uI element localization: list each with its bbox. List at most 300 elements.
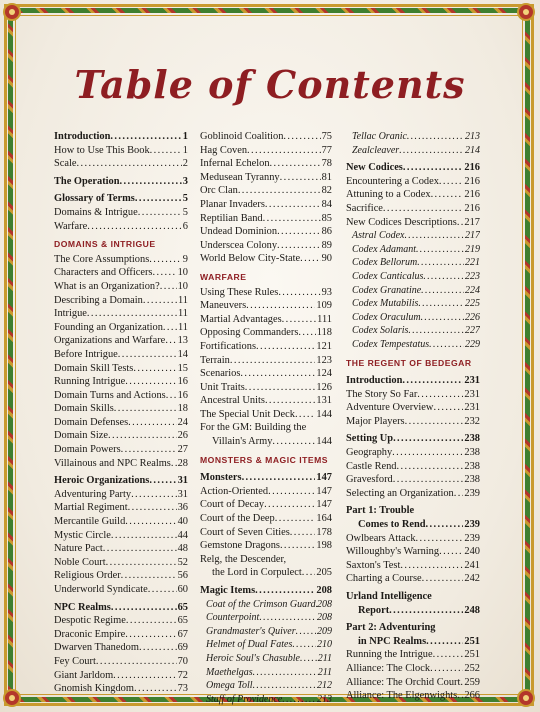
toc-entry[interactable]	[54, 641, 188, 655]
leader-dots	[120, 175, 182, 189]
leader-dots	[114, 402, 177, 416]
leader-dots	[431, 188, 464, 202]
leader-dots	[111, 601, 177, 615]
toc-entry[interactable]	[346, 621, 480, 635]
toc-page-number: 239	[464, 532, 480, 544]
toc-entry-title: Grandmaster's Quiver	[206, 625, 296, 637]
toc-page-number: 2	[182, 158, 188, 170]
toc-page-number: 27	[177, 444, 188, 456]
leader-dots	[149, 474, 176, 488]
toc-entry-continued[interactable]	[346, 635, 480, 649]
toc-entry[interactable]	[346, 545, 480, 559]
toc-entry[interactable]	[54, 175, 188, 189]
toc-page-number: 16	[177, 376, 188, 388]
toc-entry[interactable]	[346, 401, 480, 415]
toc-entry[interactable]	[54, 601, 188, 615]
toc-entry-title: Helmet of Dual Fates	[206, 639, 293, 651]
leader-dots	[280, 171, 321, 185]
toc-entry[interactable]	[54, 429, 188, 443]
leader-dots	[108, 429, 177, 443]
toc-entry[interactable]	[54, 389, 188, 403]
toc-entry[interactable]	[200, 408, 332, 422]
section-header: DOMAINS & INTRIGUE	[54, 239, 156, 250]
toc-entry-title: Domain Skill Tests	[54, 362, 134, 374]
leader-dots	[405, 229, 465, 243]
toc-entry-title: Court of the Deep	[200, 513, 275, 525]
toc-page-number: 69	[177, 642, 188, 654]
leader-dots	[148, 583, 177, 597]
toc-page-number: 210	[317, 639, 332, 651]
leader-dots	[430, 662, 463, 676]
toc-entry-title: Nature Pact	[54, 543, 103, 555]
section-header: MONSTERS & MAGIC ITEMS	[200, 454, 328, 465]
toc-entry[interactable]	[346, 473, 480, 487]
toc-page-number: 13	[177, 335, 188, 347]
toc-entry-title: Scenarios	[200, 368, 241, 380]
toc-entry[interactable]	[346, 216, 480, 230]
leader-dots	[125, 375, 176, 389]
toc-entry[interactable]	[200, 421, 332, 435]
toc-entry-title: Terrain	[200, 354, 230, 366]
toc-page-number: 26	[177, 430, 188, 442]
leader-dots	[126, 614, 177, 628]
toc-entry[interactable]	[54, 192, 188, 206]
toc-entry-title: Founding an Organization	[54, 321, 163, 333]
toc-entry[interactable]	[200, 598, 332, 612]
toc-entry[interactable]	[54, 402, 188, 416]
toc-entry[interactable]	[54, 334, 188, 348]
toc-entry[interactable]	[346, 689, 480, 703]
toc-entry-title: Before Intrigue	[54, 348, 118, 360]
toc-entry[interactable]	[200, 239, 332, 253]
toc-entry[interactable]	[200, 326, 332, 340]
toc-entry[interactable]	[200, 611, 332, 625]
toc-page-number: 219	[465, 243, 480, 255]
toc-entry[interactable]	[200, 625, 332, 639]
toc-entry[interactable]	[346, 572, 480, 586]
toc-entry[interactable]	[346, 487, 480, 501]
toc-entry[interactable]	[200, 144, 332, 158]
toc-entry[interactable]	[346, 256, 480, 270]
leader-dots	[238, 184, 321, 198]
leader-dots	[277, 239, 321, 253]
toc-page-number: 164	[316, 513, 332, 525]
toc-entry[interactable]	[54, 294, 188, 308]
toc-entry-title: Domain Defenses	[54, 416, 129, 428]
toc-entry-title: Heroic Organizations	[54, 475, 150, 487]
toc-entry[interactable]	[346, 144, 480, 158]
toc-entry-title: Codex Granatine	[352, 284, 422, 296]
toc-entry-continued[interactable]	[346, 518, 480, 532]
toc-page-number: 85	[321, 212, 332, 224]
toc-entry-title: Dwarven Thanedom	[54, 642, 139, 654]
toc-entry-title: NPC Realms	[54, 601, 111, 613]
toc-entry[interactable]	[54, 628, 188, 642]
leader-dots	[439, 545, 463, 559]
toc-entry-title: The Story So Far	[346, 388, 418, 400]
toc-entry[interactable]	[54, 348, 188, 362]
toc-entry-title: Unit Traits	[200, 381, 245, 393]
toc-page-number: 73	[177, 683, 188, 695]
toc-page-number: 144	[316, 436, 332, 448]
toc-entry-title: Monsters	[200, 472, 242, 484]
toc-page-number: 126	[316, 381, 332, 393]
toc-entry-title: Warfare	[54, 220, 88, 232]
toc-page-number: 11	[177, 294, 188, 306]
leader-dots	[165, 334, 176, 348]
toc-page-number: 75	[321, 131, 332, 142]
toc-entry[interactable]	[200, 638, 332, 652]
toc-column-1	[54, 130, 188, 696]
toc-entry[interactable]	[200, 526, 332, 540]
toc-page-number: 232	[464, 415, 480, 427]
toc-entry-title: Attuning to a Codex	[346, 189, 431, 201]
toc-entry-title: Sacrifice	[346, 202, 383, 214]
toc-page-number: 208	[317, 598, 332, 610]
toc-entry[interactable]	[54, 457, 188, 471]
toc-entry[interactable]	[200, 198, 332, 212]
toc-entry-title: Magic Items	[200, 585, 256, 596]
toc-entry[interactable]	[200, 666, 332, 680]
toc-entry-title: Part 2: Adventuring	[346, 622, 436, 634]
toc-entry[interactable]	[200, 130, 332, 144]
toc-entry[interactable]	[54, 569, 188, 583]
toc-page-number: 131	[316, 395, 332, 407]
leader-dots	[263, 212, 321, 226]
toc-entry-title: Selecting an Organization	[346, 487, 454, 499]
toc-entry-title: Hag Coven	[200, 144, 248, 156]
toc-entry-continued[interactable]	[200, 435, 332, 449]
toc-entry[interactable]	[346, 648, 480, 662]
toc-entry-title: For the GM: Building the	[200, 422, 307, 434]
toc-page-number: 15	[177, 362, 188, 374]
toc-entry-title: Willoughby's Warning	[346, 546, 440, 558]
toc-entry[interactable]	[200, 313, 332, 327]
toc-entry[interactable]	[346, 532, 480, 546]
leader-dots	[118, 348, 177, 362]
toc-entry[interactable]	[54, 488, 188, 502]
toc-entry[interactable]	[54, 362, 188, 376]
toc-entry[interactable]	[200, 252, 332, 266]
toc-entry[interactable]	[346, 297, 480, 311]
toc-page-number: 252	[464, 662, 480, 674]
leader-dots	[416, 243, 464, 257]
leader-dots	[407, 130, 464, 144]
toc-entry[interactable]	[54, 266, 188, 280]
toc-page-number: 211	[317, 666, 332, 678]
leader-dots	[268, 485, 315, 499]
toc-entry[interactable]	[346, 662, 480, 676]
toc-entry[interactable]	[54, 130, 188, 144]
toc-entry[interactable]	[200, 171, 332, 185]
toc-page-number: 78	[321, 158, 332, 170]
leader-dots	[282, 693, 316, 707]
leader-dots	[433, 401, 463, 415]
toc-entry[interactable]	[346, 590, 480, 604]
toc-entry-title-continued: in NPC Realms	[358, 635, 427, 647]
toc-entry[interactable]	[346, 460, 480, 474]
toc-entry[interactable]	[54, 307, 188, 321]
toc-entry[interactable]	[200, 354, 332, 368]
toc-entry-title: Gravesford	[346, 474, 393, 486]
toc-entry[interactable]	[346, 188, 480, 202]
toc-entry[interactable]	[200, 381, 332, 395]
toc-entry[interactable]	[346, 374, 480, 388]
toc-entry[interactable]	[346, 311, 480, 325]
toc-entry[interactable]	[200, 225, 332, 239]
toc-entry-title: Owlbears Attack	[346, 532, 416, 544]
section-header: WARFARE	[200, 271, 247, 282]
toc-entry-title-continued: the Lord in Corpulect	[212, 567, 302, 579]
leader-dots	[397, 460, 464, 474]
toc-page-number: 65	[177, 601, 188, 613]
leader-dots	[275, 512, 316, 526]
toc-entry[interactable]	[200, 584, 332, 598]
page-title: Table of Contents	[74, 62, 466, 107]
toc-page-number: 70	[177, 655, 188, 667]
toc-entry[interactable]	[200, 157, 332, 171]
leader-dots	[300, 252, 320, 266]
toc-entry[interactable]	[346, 161, 480, 175]
leader-dots	[87, 307, 177, 321]
toc-page-number: 223	[465, 270, 480, 282]
toc-entry[interactable]	[200, 184, 332, 198]
toc-page-number: 217	[465, 230, 480, 242]
leader-dots	[121, 569, 177, 583]
leader-dots	[454, 487, 464, 501]
toc-entry[interactable]	[346, 504, 480, 518]
toc-page-number: 3	[182, 175, 188, 187]
toc-page-number: 10	[177, 280, 188, 292]
toc-entry[interactable]	[346, 270, 480, 284]
toc-entry[interactable]	[200, 212, 332, 226]
toc-entry[interactable]	[54, 220, 188, 234]
toc-page-number: 251	[464, 649, 480, 661]
toc-entry[interactable]	[346, 324, 480, 338]
toc-entry[interactable]	[200, 485, 332, 499]
toc-entry[interactable]	[200, 340, 332, 354]
toc-entry[interactable]	[54, 321, 188, 335]
leader-dots	[253, 679, 316, 693]
toc-page-number: 18	[177, 403, 188, 415]
toc-entry[interactable]	[346, 243, 480, 257]
toc-entry[interactable]	[200, 498, 332, 512]
toc-page-number: 213	[317, 693, 332, 705]
toc-entry[interactable]	[200, 512, 332, 526]
toc-page-number: 6	[182, 220, 188, 232]
toc-page-number: 225	[465, 298, 480, 310]
toc-entry[interactable]	[54, 529, 188, 543]
toc-entry-title: Maneuvers	[200, 300, 247, 312]
toc-entry[interactable]	[346, 446, 480, 460]
toc-entry[interactable]	[54, 443, 188, 457]
leader-dots	[277, 225, 321, 239]
toc-entry[interactable]	[200, 299, 332, 313]
toc-page-number: 209	[317, 625, 332, 637]
leader-dots	[160, 280, 177, 294]
toc-page-number: 28	[177, 457, 188, 469]
toc-page-number: 86	[321, 226, 332, 238]
toc-entry[interactable]	[346, 559, 480, 573]
toc-entry[interactable]	[346, 432, 480, 446]
toc-column-3	[346, 130, 480, 703]
toc-entry-title: Major Players	[346, 415, 405, 427]
toc-entry-title: Characters and Officers	[54, 267, 153, 279]
leader-dots	[457, 216, 464, 230]
toc-entry[interactable]	[54, 253, 188, 267]
toc-entry[interactable]	[200, 693, 332, 707]
toc-entry[interactable]	[200, 471, 332, 485]
toc-page-number: 56	[177, 570, 188, 582]
leader-dots	[77, 157, 182, 171]
leader-dots	[96, 655, 177, 669]
leader-dots	[402, 374, 463, 388]
toc-entry[interactable]	[54, 682, 188, 696]
leader-dots	[255, 584, 315, 598]
toc-page-number: 10	[177, 267, 188, 279]
toc-page-number: 52	[177, 556, 188, 568]
toc-entry-title: Gemstone Dragons	[200, 540, 280, 552]
toc-entry[interactable]	[54, 501, 188, 515]
toc-entry-title: Fortifications	[200, 340, 256, 352]
toc-entry[interactable]	[346, 338, 480, 352]
toc-page-number: 81	[321, 171, 332, 183]
toc-page-number: 214	[465, 144, 480, 156]
toc-entry[interactable]	[200, 286, 332, 300]
toc-entry[interactable]	[200, 652, 332, 666]
toc-entry-title: Underscea Colony	[200, 239, 278, 251]
toc-entry-title: Reptilian Band	[200, 212, 263, 224]
leader-dots	[87, 220, 182, 234]
leader-dots	[417, 388, 463, 402]
leader-dots	[106, 556, 177, 570]
toc-entry[interactable]	[54, 556, 188, 570]
toc-entry-title: Codex Solaris	[352, 325, 409, 337]
toc-entry[interactable]	[54, 669, 188, 683]
toc-entry[interactable]	[54, 583, 188, 597]
toc-entry[interactable]	[54, 542, 188, 556]
toc-page-number: 72	[177, 669, 188, 681]
toc-entry-continued[interactable]	[200, 566, 332, 580]
toc-entry[interactable]	[346, 229, 480, 243]
toc-entry-title: What is an Organization?	[54, 280, 160, 292]
toc-page-number: 216	[464, 175, 480, 187]
toc-entry[interactable]	[200, 394, 332, 408]
toc-page-number: 231	[464, 375, 480, 387]
toc-page-number: 60	[177, 584, 188, 595]
leader-dots	[389, 604, 463, 618]
leader-dots	[433, 648, 464, 662]
toc-entry[interactable]	[200, 679, 332, 693]
toc-entry-title: Alliance: The Clock	[346, 662, 431, 674]
toc-entry-title: Adventuring Party	[54, 488, 132, 500]
toc-entry[interactable]	[54, 206, 188, 220]
toc-entry[interactable]	[54, 416, 188, 430]
toc-entry[interactable]	[54, 474, 188, 488]
leader-dots	[290, 526, 316, 540]
toc-page-number: 227	[465, 325, 480, 337]
corner-ornament-icon	[516, 688, 536, 708]
toc-entry[interactable]	[54, 157, 188, 171]
leader-dots	[272, 435, 315, 449]
toc-entry[interactable]	[346, 175, 480, 189]
toc-entry-title: Mystic Circle	[54, 529, 111, 541]
leader-dots	[429, 338, 464, 352]
toc-page-number: 238	[464, 447, 480, 459]
leader-dots	[426, 635, 463, 649]
toc-entry[interactable]	[346, 676, 480, 690]
leader-dots	[230, 354, 316, 368]
toc-entry[interactable]	[346, 284, 480, 298]
leader-dots	[270, 157, 321, 171]
toc-entry-title: Mercantile Guild	[54, 516, 126, 528]
leader-dots	[150, 144, 182, 158]
toc-entry-continued[interactable]	[346, 604, 480, 618]
toc-entry-title-continued: Villain's Army	[212, 436, 273, 448]
toc-entry[interactable]	[200, 553, 332, 567]
toc-entry[interactable]	[346, 130, 480, 144]
toc-entry-title: Part 1: Trouble	[346, 505, 415, 517]
toc-entry[interactable]	[54, 655, 188, 669]
leader-dots	[166, 389, 177, 403]
toc-entry[interactable]	[54, 614, 188, 628]
toc-entry-title: Codex Tempestatus	[352, 338, 430, 350]
toc-entry-title: Alliance: The Orchid Court	[346, 676, 461, 688]
leader-dots	[143, 294, 177, 308]
leader-dots	[417, 256, 464, 270]
toc-entry[interactable]	[54, 515, 188, 529]
toc-page-number: 208	[316, 585, 332, 596]
toc-page-number: 216	[464, 189, 480, 201]
leader-dots	[121, 443, 177, 457]
toc-page-number: 251	[464, 635, 480, 647]
toc-entry[interactable]	[346, 388, 480, 402]
leader-dots	[295, 408, 315, 422]
toc-entry-title: Domain Skills	[54, 403, 114, 415]
toc-page-number: 89	[321, 239, 332, 251]
toc-entry[interactable]	[346, 202, 480, 216]
toc-entry-title: World Below City-State	[200, 253, 301, 265]
toc-entry-title: Giant Jarldom	[54, 669, 114, 681]
toc-page-number: 11	[177, 321, 188, 333]
toc-entry[interactable]	[200, 367, 332, 381]
leader-dots	[426, 518, 464, 532]
leader-dots	[259, 611, 316, 625]
toc-page-number: 65	[177, 615, 188, 627]
leader-dots	[139, 641, 177, 655]
toc-page-number: 111	[317, 313, 332, 325]
toc-entry[interactable]	[346, 415, 480, 429]
toc-entry[interactable]	[54, 375, 188, 389]
toc-page-number: 231	[464, 388, 480, 400]
toc-entry-title: Introduction	[346, 375, 403, 387]
toc-entry-title: Goblinoid Coalition	[200, 131, 284, 142]
leader-dots	[416, 532, 464, 546]
toc-entry-title: New Codices Descriptions	[346, 216, 457, 228]
toc-entry-title: Urland Intelligence	[346, 591, 432, 602]
toc-entry[interactable]	[54, 144, 188, 158]
toc-page-number: 14	[177, 348, 188, 360]
toc-entry[interactable]	[200, 539, 332, 553]
toc-page-number: 109	[316, 300, 332, 312]
toc-entry-title: Codex Adamant	[352, 243, 416, 255]
toc-entry-title: Using These Rules	[200, 286, 279, 298]
leader-dots	[422, 572, 464, 586]
toc-entry-title: Encountering a Codex	[346, 175, 439, 187]
toc-entry-title: Introduction	[54, 131, 111, 142]
toc-entry[interactable]	[54, 280, 188, 294]
toc-entry-title: Draconic Empire	[54, 628, 126, 640]
